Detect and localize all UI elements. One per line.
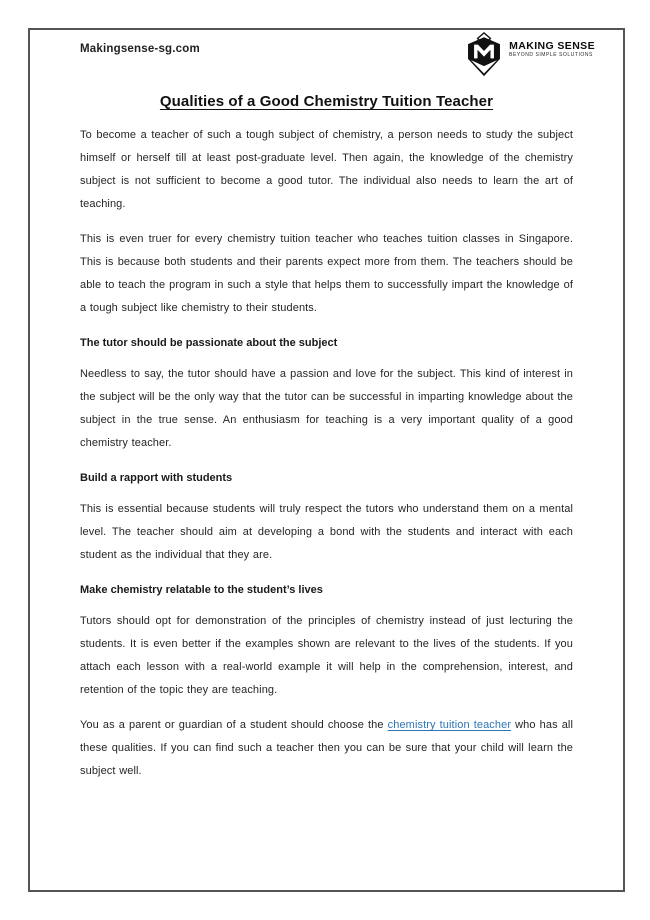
brand-logo bbox=[465, 32, 595, 77]
logo-tagline: BEYOND SIMPLE SOLUTIONS bbox=[509, 52, 593, 58]
document-page bbox=[28, 28, 625, 892]
paragraph-make-chemistry-relatable: Tutors should opt for demonstration of the principles of chemistry instead of just lecturing the students. It is even better if the examples shown are relevant to the lives of the students. If you attach each lesson with a real-world example it will help in the comprehension, interest, and retention of the topic they are teaching. bbox=[80, 615, 573, 696]
paragraph-passionate-about-subject: Needless to say, the tutor should have a passion and love for the subject. This kind of interest in the subject will be the only way that the tutor can be successful in imparting knowledge about the subject in the true sense. An enthusiasm for teaching is a very important quality of a good chemistry teacher. bbox=[80, 368, 573, 449]
paragraph-intro-2: This is even truer for every chemistry tuition teacher who teaches tuition classes in Singapore. This is because both students and their parents expect more from them. The teachers should be able to teach the program in such a style that helps them to successfully impart the knowledge of a tough subject like chemistry to their students. bbox=[80, 233, 573, 314]
heading-build-rapport: Build a rapport with students bbox=[80, 472, 233, 484]
closing-text-after-link: who has all these qualities. If you can find such a teacher then you can be sure that your child will learn the subject well. bbox=[80, 719, 574, 777]
logo-text-block bbox=[509, 41, 595, 59]
paragraph-closing bbox=[80, 714, 573, 783]
article-body bbox=[80, 124, 573, 783]
heading-make-chemistry-relatable: Make chemistry relatable to the student’s lives bbox=[80, 584, 323, 596]
paragraph-intro-1: To become a teacher of such a tough subject of chemistry, a person needs to study the subject himself or herself till at least post-graduate level. Then again, the knowledge of the chemistry subject is not sufficient to become a good tutor. The individual also needs to learn the art of teaching. bbox=[80, 129, 573, 210]
paragraph-build-rapport: This is essential because students will truly respect the tutors who understand them on a mental level. The teacher should aim at developing a bond with the students and interact with each student as the individual that they are. bbox=[80, 503, 573, 561]
making-sense-shield-icon bbox=[465, 32, 503, 77]
logo-brand-text: MAKING SENSE bbox=[509, 40, 595, 52]
heading-passionate-about-subject: The tutor should be passionate about the subject bbox=[80, 337, 338, 349]
site-name: Makingsense-sg.com bbox=[80, 43, 200, 55]
chemistry-tuition-teacher-link[interactable]: chemistry tuition teacher bbox=[387, 719, 512, 731]
page-header bbox=[80, 32, 595, 82]
closing-text-before-link: You as a parent or guardian of a student should choose the bbox=[80, 719, 388, 731]
article-title: Qualities of a Good Chemistry Tuition Teacher bbox=[159, 93, 494, 110]
